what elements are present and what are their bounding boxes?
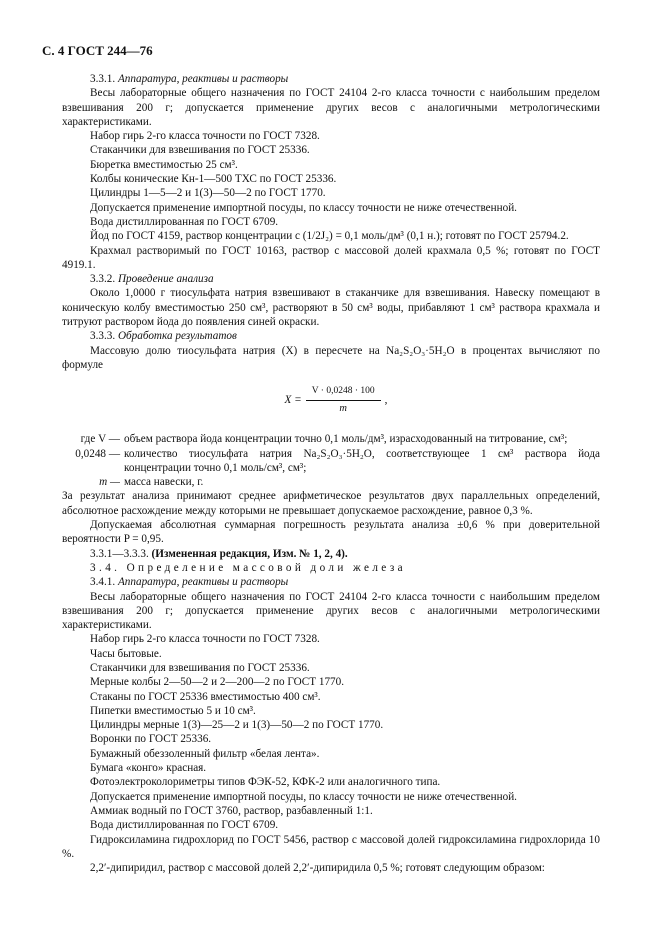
section-heading-3-3-2 — [62, 272, 600, 286]
formula-legend — [62, 432, 600, 489]
amendment-ref: 3.3.1—3.3.3. — [90, 547, 149, 560]
section-heading-3-3-3 — [62, 329, 600, 343]
amendment-note — [62, 547, 600, 561]
legend-text: объем раствора йода концентрации точно 0,1 моль/дм³, израсходованный на титрование, см³; — [124, 433, 568, 446]
list-item: Мерные колбы 2—50—2 и 2—200—2 по ГОСТ 1770. — [90, 676, 345, 689]
amendment-text: (Измененная редакция, Изм. № 1, 2, 4). — [151, 547, 348, 560]
section-title: Аппаратура, реактивы и растворы — [117, 73, 289, 85]
section-number: 3.4.1. — [90, 576, 116, 589]
document-body — [62, 72, 600, 875]
paragraph: За результат анализа принимают среднее арифметическое результатов двух параллельных определений, абсолютное расхождение между которыми не превышает допускаемое расхождение, равное 0,3 %. — [62, 490, 600, 517]
paragraph: Около 1,0000 г тиосульфата натрия взвешивают в стаканчике для взвешивания. Навеску помещают в коническую колбу вместимостью 250 см³, растворяют в 50 см³ воды, прибавляют 1 см³ раствора крахмала и титруют раствором йода до появления синей окраски. — [62, 287, 600, 329]
list-item: Фотоэлектроколориметры типов ФЭК-52, КФК-2 или аналогичного типа. — [90, 776, 441, 789]
paragraph: Допускаемая абсолютная суммарная погрешность результата анализа ±0,6 % при доверительной вероятности P = 0,95. — [62, 519, 600, 546]
formula-denominator: m — [339, 403, 347, 415]
list-item: Бумажный обеззоленный фильтр «белая лента». — [90, 747, 320, 760]
section-title: Аппаратура, реактивы и растворы — [117, 576, 289, 589]
legend-symbol: 0,0248 — — [75, 447, 120, 460]
formula — [72, 372, 600, 428]
list-item: Допускается применение импортной посуды, по классу точности не ниже отечественной. — [90, 201, 517, 214]
list-item: Пипетки вместимостью 5 и 10 см³. — [90, 704, 256, 717]
list-item: Стаканчики для взвешивания по ГОСТ 25336. — [90, 144, 310, 157]
paragraph: Весы лабораторные общего назначения по ГОСТ 24104 2-го класса точности с наибольшим пределом взвешивания 200 г; допускается применение других весов с аналогичными метрологическими характеристиками. — [62, 590, 600, 632]
list-item: Бюретка вместимостью 25 см³. — [90, 158, 238, 171]
paragraph: 2,2′-дипиридил, раствор с массовой долей 2,2′-дипиридила 0,5 %; готовят следующим образом: — [90, 862, 545, 875]
list-item: Стаканы по ГОСТ 25336 вместимостью 400 см³. — [90, 690, 321, 703]
formula-tail: , — [384, 394, 388, 407]
list-item: Набор гирь 2-го класса точности по ГОСТ 7328. — [90, 130, 320, 143]
section-heading-3-4-1 — [62, 575, 600, 589]
list-item: Набор гирь 2-го класса точности по ГОСТ 7328. — [90, 633, 320, 646]
section-heading-3-4: 3.4. Определение массовой доли железа — [90, 561, 406, 574]
paragraph: Йод по ГОСТ 4159, раствор концентрации c (1/2J₂) = 0,1 моль/дм³ (0,1 н.); готовят по ГОСТ 25794.2. — [90, 230, 569, 243]
legend-text: количество тиосульфата натрия Na₂S₂O₃·5H₂O, соответствующее 1 см³ раствора йода концентрации точно 0,1 моль/см³, см³; — [124, 447, 600, 474]
list-item: Допускается применение импортной посуды, по классу точности не ниже отечественной. — [90, 790, 517, 803]
list-item: Цилиндры мерные 1(3)—25—2 и 1(3)—50—2 по ГОСТ 1770. — [90, 719, 384, 732]
list-item: Колбы конические Кн-1—500 ТХС по ГОСТ 25336. — [90, 173, 337, 186]
legend-symbol: где V — — [80, 433, 120, 446]
list-item: Аммиак водный по ГОСТ 3760, раствор, разбавленный 1:1. — [90, 804, 373, 817]
list-item: Вода дистиллированная по ГОСТ 6709. — [90, 819, 279, 832]
list-item: Вода дистиллированная по ГОСТ 6709. — [90, 215, 279, 228]
paragraph: Массовую долю тиосульфата натрия (X) в пересчете на Na₂S₂O₃·5H₂O в процентах вычисляют по формуле — [62, 344, 600, 371]
list-item: Цилиндры 1—5—2 и 1(3)—50—2 по ГОСТ 1770. — [90, 187, 326, 200]
paragraph: Весы лабораторные общего назначения по ГОСТ 24104 2-го класса точности с наибольшим пределом взвешивания 200 г; допускается применение других весов с аналогичными метрологическими характеристиками. — [62, 87, 600, 128]
formula-lhs: X = — [284, 394, 302, 407]
paragraph: Гидроксиламина гидрохлорид по ГОСТ 5456, раствор с массовой долей гидроксиламина гидрохлорида 10 %. — [62, 833, 600, 860]
page-header: С. 4 ГОСТ 244—76 — [42, 43, 153, 58]
section-heading-3-3-1 — [62, 72, 600, 86]
section-title: Обработка результатов — [117, 330, 237, 343]
section-title: Проведение анализа — [117, 273, 214, 286]
formula-numerator: V · 0,0248 · 100 — [306, 384, 381, 401]
list-item: Стаканчики для взвешивания по ГОСТ 25336. — [90, 661, 310, 674]
section-number: 3.3.2. — [90, 273, 116, 286]
section-number: 3.3.1. — [90, 73, 116, 85]
list-item: Часы бытовые. — [90, 647, 162, 660]
legend-symbol: m — — [99, 476, 120, 489]
list-item: Бумага «конго» красная. — [90, 762, 207, 775]
paragraph: Крахмал растворимый по ГОСТ 10163, раствор с массовой долей крахмала 0,5 %; готовят по ГОСТ 4919.1. — [62, 244, 600, 271]
section-number: 3.3.3. — [90, 330, 116, 343]
list-item: Воронки по ГОСТ 25336. — [90, 733, 212, 746]
legend-text: масса навески, г. — [124, 476, 204, 489]
formula-fraction — [306, 384, 381, 417]
